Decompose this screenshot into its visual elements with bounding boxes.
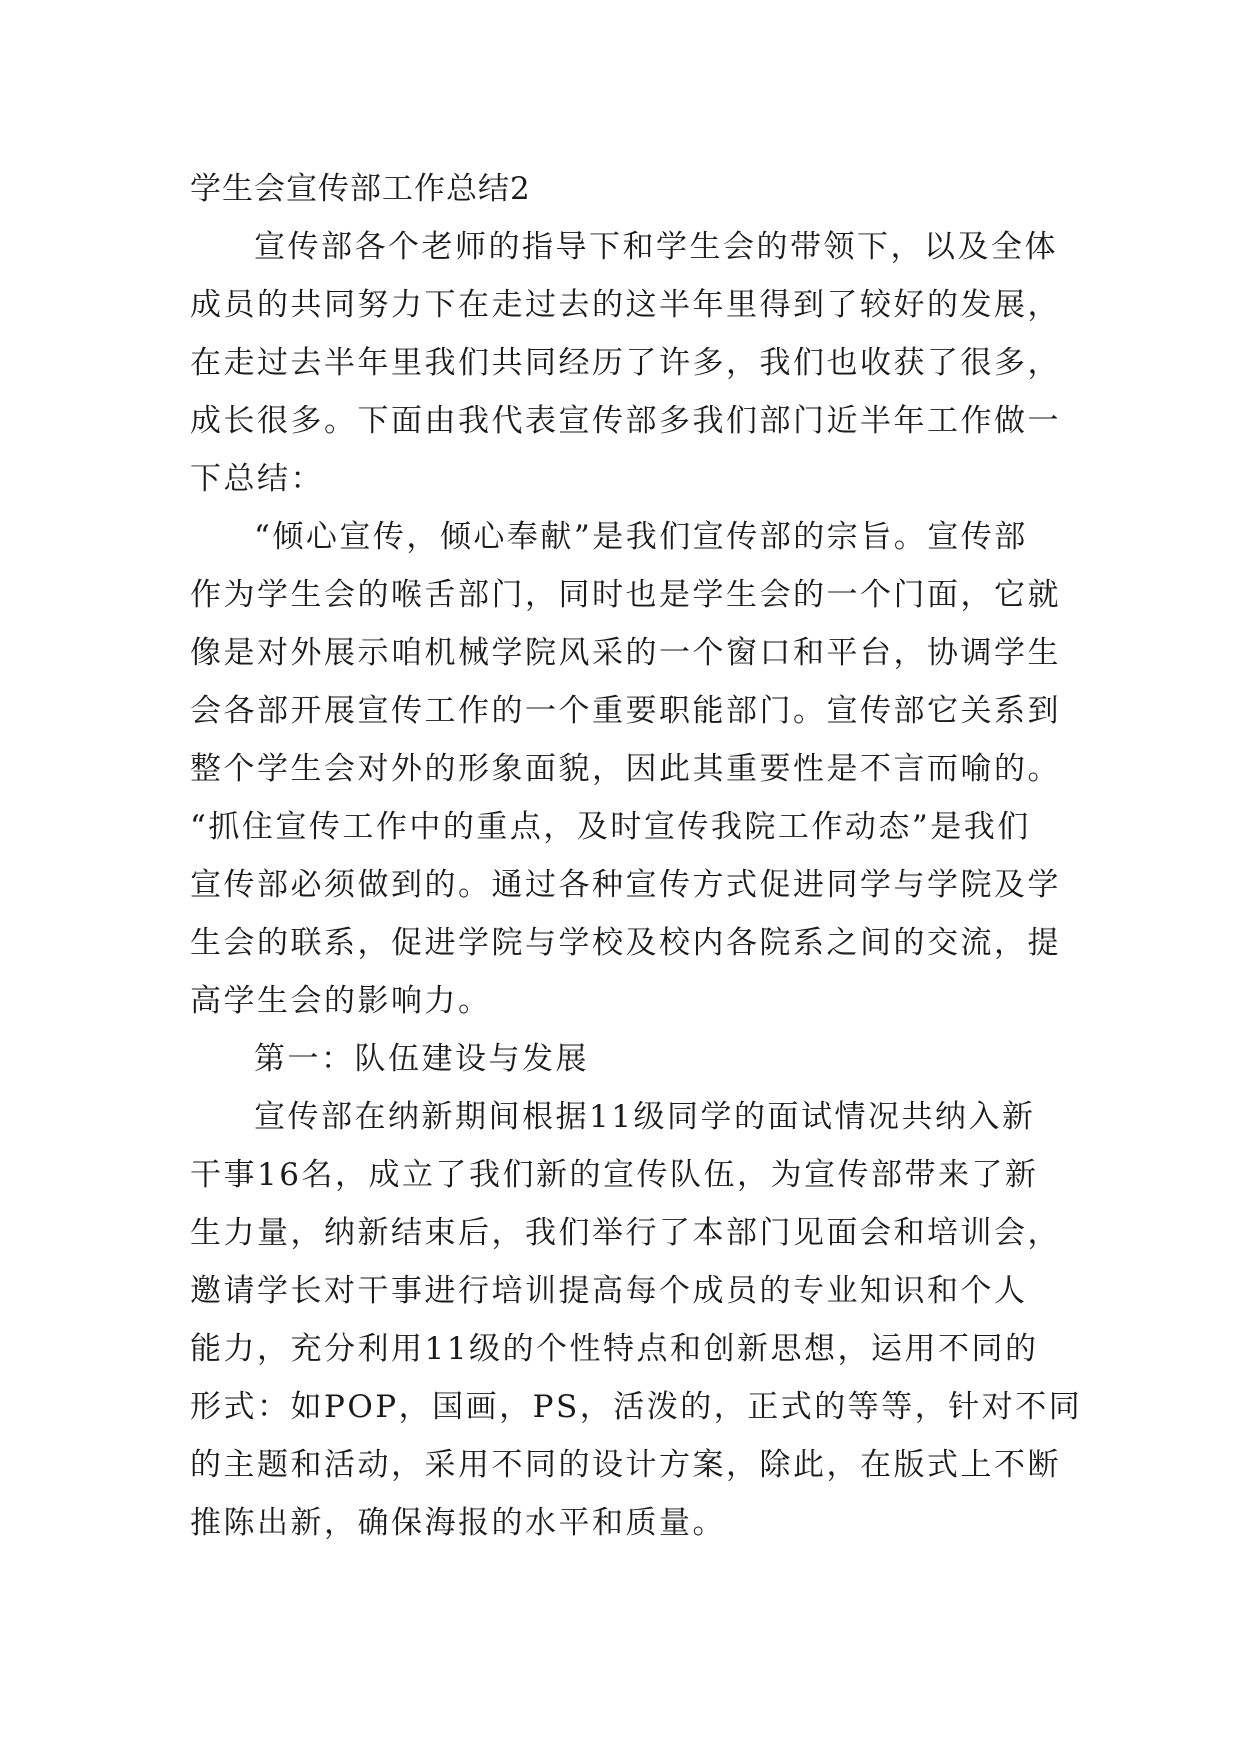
text-line: 生会的联系，促进学院与学校及校内各院系之间的交流，提 [190,925,1061,961]
text-line: 邀请学长对干事进行培训提高每个成员的专业知识和个人 [190,1273,1028,1309]
text-line: 能力，充分利用11级的个性特点和创新思想，运用不同的 [190,1331,1039,1367]
text-line: 作为学生会的喉舌部门，同时也是学生会的一个门面，它就 [190,577,1061,613]
text-line: 宣传部在纳新期间根据11级同学的面试情况共纳入新 [254,1099,1036,1135]
text-line: 的主题和活动，采用不同的设计方案，除此，在版式上不断 [190,1447,1061,1483]
text-line: “抓住宣传工作中的重点，及时宣传我院工作动态”是我们 [190,809,1031,845]
text-line: 宣传部必须做到的。通过各种宣传方式促进同学与学院及学 [190,867,1061,903]
text-line: 下总结： [190,461,324,497]
text-line: 高学生会的影响力。 [190,983,492,1019]
document-body [190,218,1083,1552]
text-line: 干事16名，成立了我们新的宣传队伍，为宣传部带来了新 [190,1157,1039,1193]
document-page [190,160,1083,1552]
text-line: 会各部开展宣传工作的一个重要职能部门。宣传部它关系到 [190,693,1061,729]
text-line: 推陈出新，确保海报的水平和质量。 [190,1505,726,1541]
text-line: 形式：如POP，国画，PS，活泼的，正式的等等，针对不同 [190,1389,1083,1425]
text-line: 整个学生会对外的形象面貌，因此其重要性是不言而喻的。 [190,751,1061,787]
text-line: 宣传部各个老师的指导下和学生会的带领下，以及全体 [254,229,1058,265]
text-line: “倾心宣传，倾心奉献”是我们宣传部的宗旨。宣传部 [254,519,1028,555]
text-line: 生力量，纳新结束后，我们举行了本部门见面会和培训会， [190,1215,1061,1251]
text-line: 成长很多。下面由我代表宣传部多我们部门近半年工作做一 [190,403,1061,439]
text-line: 像是对外展示咱机械学院风采的一个窗口和平台，协调学生 [190,635,1061,671]
text-line: 第一：队伍建设与发展 [254,1041,589,1077]
text-line: 成员的共同努力下在走过去的这半年里得到了较好的发展， [190,287,1061,323]
text-line: 在走过去半年里我们共同经历了许多，我们也收获了很多， [190,345,1061,381]
document-title: 学生会宣传部工作总结2 [190,171,531,207]
